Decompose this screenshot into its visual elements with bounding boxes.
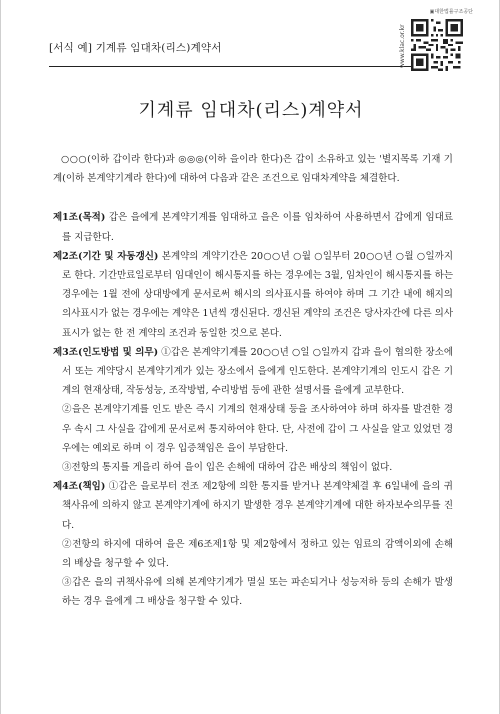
article-text: 갑은 을에게 본계약기계를 임대하고 을은 이를 임차하여 사용하면서 갑에게 임대료를 지급한다. [62,212,453,243]
article-4-clause-2: ②전항의 하지에 대하여 을은 제6조제1항 및 제2항에서 정하고 있는 임료의 감액이외에 손해의 배상을 청구할 수 있다. [62,538,453,570]
article-heading: 제1조(목적) [53,212,106,224]
publisher-badge [399,8,473,72]
form-label: [서식 예] 기계류 임대차(리스)계약서 [49,42,222,54]
article-heading: 제2조(기간 및 자동갱신) [53,250,159,262]
document-body [53,150,453,612]
article-4-clause-3: ③갑은 을의 귀책사유에 의해 본계약기계가 멸실 또는 파손되거나 성능저하 등의 손해가 발생하는 경우 을에게 그 배상을 청구할 수 있다. [62,577,453,608]
header-divider [49,66,453,67]
article-2 [53,247,453,343]
publisher-url: www.klac.or.kr [399,24,406,68]
article-heading: 제4조(책임) [53,481,106,493]
article-3 [53,343,453,401]
article-text: ①갑은 본계약기계를 20○○년 ○일 ○일까지 갑과 을이 협의한 장소에서 또는 계약당시 본계약기계가 있는 장소에서 을에게 인도한다. 본계약기계의 인도시 갑은 기계의 현재상태, 작동성능, 조작방법, 수리방법 등에 관한 설명서를 을에게 교부한다. [62,346,454,397]
intro-paragraph: ○○○(이하 갑이라 한다)과 ◎◎◎(이하 을이라 한다)은 갑이 소유하고 있는 '별지목록 기재 기계(이하 본계약기계라 한다)에 대하여 다음과 같은 조건으로 임대차계약을 체결한다. [53,154,453,185]
article-4 [53,477,453,535]
article-1 [53,208,453,246]
article-text: ①갑은 을로부터 전조 제2항에 의한 통지를 받거나 본계약체결 후 6일내에 을의 귀책사유에 의하지 않고 본계약기계에 하지기 발생한 경우 본계약기계에 대한 하자보수의무를 진다. [62,481,453,531]
publisher-name: ▣대한법률구조공단 [429,9,473,15]
article-3-clause-2: ②을은 본계약기계를 인도 받은 즉시 기계의 현재상태 등을 조사하여야 하며 하자를 발견한 경우 속시 그 사실을 갑에게 문서로써 통지하여야 한다. 단, 사전에 갑이 그 사실을 알고 있었던 경우에는 예외로 하며 이 경우 입증책임은 을이 부담한다. [62,404,453,454]
article-3-clause-3: ③전항의 통지를 게을리 하여 을이 입은 손해에 대하여 갑은 배상의 책임이 없다. [62,462,393,474]
article-text: 본계약의 계약기간은 20○○년 ○월 ○일부터 20○○년 ○월 ○일까지로 한다. 기간만료일로부터 임대인이 해시통지를 하는 경우에는 3월, 임차인이 해시통지를 하는 경우에는 1월 전에 상대방에게 문서로써 해시의 의사표시를 하여야 하며 그 기간 내에 해지의 의사표시가 없는 경우에는 계약은 1년씩 갱신된다. 갱신된 계약의 조건은 당사자간에 다른 의사표시가 없는 한 전 계약의 조건과 동일한 것으로 본다. [62,250,454,339]
qr-code-icon [411,19,463,71]
document-title: 기계류 임대차(리스)계약서 [138,100,364,121]
article-heading: 제3조(인도방법 및 의무) [53,346,159,358]
